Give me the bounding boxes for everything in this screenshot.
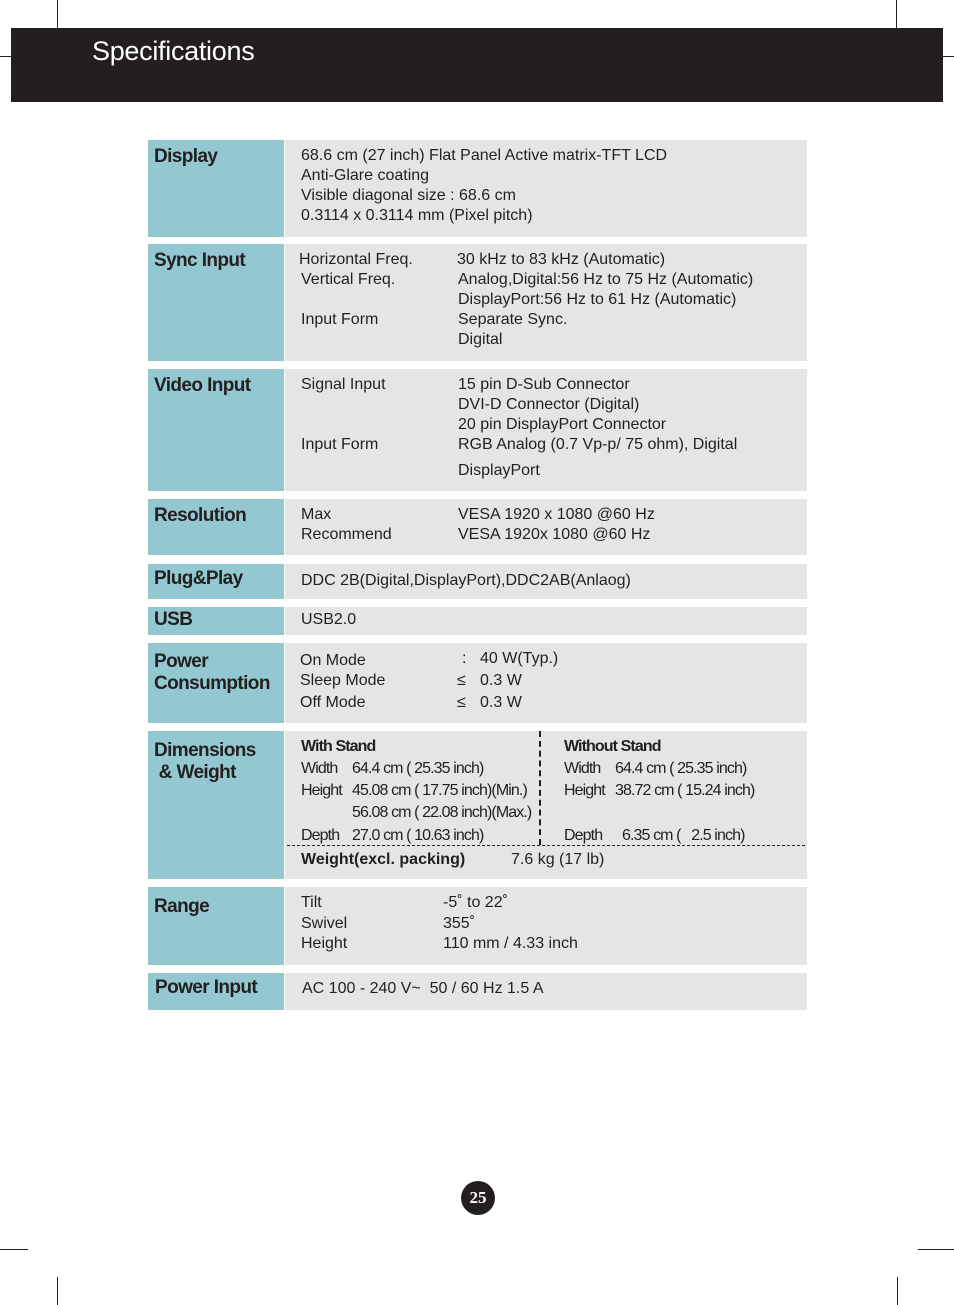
spec-label-line: & Weight bbox=[154, 762, 236, 783]
spec-key: Height bbox=[301, 782, 342, 799]
column-divider bbox=[539, 731, 541, 845]
spec-row-video-input bbox=[148, 369, 807, 491]
spec-key: Horizontal Freq. bbox=[299, 251, 413, 268]
spec-key: Width bbox=[301, 760, 338, 777]
spec-value-cell bbox=[285, 643, 807, 723]
spec-value: 40 W(Typ.) bbox=[480, 650, 559, 667]
spec-label-cell bbox=[148, 499, 284, 555]
spec-value: 45.08 cm ( 17.75 inch)(Min.) bbox=[352, 782, 527, 799]
spec-value-cell bbox=[285, 499, 807, 555]
spec-label-cell bbox=[148, 140, 284, 237]
spec-label: Video Input bbox=[154, 375, 251, 396]
spec-value: DDC 2B(Digital,DisplayPort),DDC2AB(Anlaog) bbox=[301, 572, 631, 589]
display-line: 68.6 cm (27 inch) Flat Panel Active matrix-TFT LCD bbox=[301, 147, 668, 164]
spec-label: Range bbox=[154, 896, 210, 917]
display-line: Anti-Glare coating bbox=[301, 167, 430, 184]
spec-value-cell bbox=[285, 887, 807, 965]
spec-label: Sync Input bbox=[154, 250, 246, 271]
spec-label-line: Consumption bbox=[154, 673, 270, 694]
spec-label-cell bbox=[148, 643, 284, 723]
spec-value-cell bbox=[285, 369, 807, 491]
spec-label: USB bbox=[154, 609, 193, 630]
crop-mark bbox=[943, 56, 954, 57]
spec-value: 56.08 cm ( 22.08 inch)(Max.) bbox=[352, 804, 532, 821]
spec-value: DisplayPort:56 Hz to 61 Hz (Automatic) bbox=[458, 291, 737, 308]
power-symbol: : bbox=[462, 650, 467, 667]
spec-row-plug-and-play bbox=[148, 564, 807, 599]
display-line: Visible diagonal size : 68.6 cm bbox=[301, 187, 516, 204]
crop-mark bbox=[896, 0, 897, 28]
spec-value: 64.4 cm ( 25.35 inch) bbox=[352, 760, 484, 777]
spec-value: RGB Analog (0.7 Vp-p/ 75 ohm), Digital bbox=[458, 436, 738, 453]
spec-label bbox=[154, 651, 270, 695]
without-stand-title: Without Stand bbox=[564, 738, 661, 755]
spec-key: Max bbox=[301, 506, 332, 523]
weight-key: Weight(excl. packing) bbox=[301, 851, 466, 868]
spec-key: Swivel bbox=[301, 915, 348, 932]
spec-label-line: Dimensions bbox=[154, 740, 256, 761]
spec-row-range bbox=[148, 887, 807, 965]
spec-value: AC 100 - 240 V~ 50 / 60 Hz 1.5 A bbox=[302, 980, 544, 997]
with-stand-title: With Stand bbox=[301, 738, 376, 755]
crop-mark bbox=[0, 56, 11, 57]
spec-key: Width bbox=[564, 760, 601, 777]
spec-key: Sleep Mode bbox=[300, 672, 386, 689]
spec-row-power-consumption bbox=[148, 643, 807, 723]
spec-key: Input Form bbox=[301, 436, 379, 453]
spec-label: Resolution bbox=[154, 505, 247, 526]
spec-label-cell bbox=[148, 887, 284, 965]
power-symbol: ≤ bbox=[457, 672, 466, 689]
spec-key: Depth bbox=[301, 827, 340, 844]
spec-value: Digital bbox=[458, 331, 503, 348]
spec-value: 6.35 cm ( 2.5 inch) bbox=[622, 827, 745, 844]
spec-value: 355˚ bbox=[443, 915, 476, 932]
spec-value: 27.0 cm ( 10.63 inch) bbox=[352, 827, 484, 844]
spec-value: Separate Sync. bbox=[458, 311, 568, 328]
spec-value: 0.3 W bbox=[480, 672, 522, 689]
page-number: 25 bbox=[461, 1181, 495, 1215]
spec-value-cell bbox=[285, 607, 807, 635]
spec-value-cell bbox=[285, 973, 807, 1010]
spec-key: Tilt bbox=[301, 894, 322, 911]
weight-value: 7.6 kg (17 lb) bbox=[511, 851, 605, 868]
spec-value: VESA 1920 x 1080 @60 Hz bbox=[458, 506, 655, 523]
spec-value: 110 mm / 4.33 inch bbox=[443, 935, 578, 952]
spec-value: 15 pin D-Sub Connector bbox=[458, 376, 630, 393]
spec-value: 64.4 cm ( 25.35 inch) bbox=[615, 760, 747, 777]
spec-value: VESA 1920x 1080 @60 Hz bbox=[458, 526, 651, 543]
spec-row-usb bbox=[148, 607, 807, 635]
spec-label-cell bbox=[148, 369, 284, 491]
spec-label-cell bbox=[148, 731, 284, 879]
spec-label: Display bbox=[154, 146, 218, 167]
spec-label-cell bbox=[148, 564, 284, 599]
spec-value-cell bbox=[285, 731, 807, 879]
crop-mark bbox=[57, 1277, 58, 1305]
spec-label bbox=[154, 740, 256, 784]
spec-value: 20 pin DisplayPort Connector bbox=[458, 416, 667, 433]
power-symbol: ≤ bbox=[457, 694, 466, 711]
spec-value-cell bbox=[285, 564, 807, 599]
spec-value: -5˚ to 22˚ bbox=[443, 894, 508, 911]
weight-divider bbox=[287, 845, 805, 846]
spec-value-cell bbox=[285, 140, 807, 237]
spec-label-cell bbox=[148, 244, 284, 361]
spec-label-line: Power bbox=[154, 651, 209, 672]
spec-value: USB2.0 bbox=[301, 611, 357, 628]
crop-mark bbox=[57, 0, 58, 28]
spec-value: 30 kHz to 83 kHz (Automatic) bbox=[457, 251, 666, 268]
spec-label-cell bbox=[148, 973, 284, 1010]
spec-key: Input Form bbox=[301, 311, 379, 328]
spec-row-resolution bbox=[148, 499, 807, 555]
spec-key: On Mode bbox=[300, 652, 366, 669]
spec-value-cell bbox=[285, 244, 807, 361]
spec-value: 38.72 cm ( 15.24 inch) bbox=[615, 782, 755, 799]
display-line: 0.3114 x 0.3114 mm (Pixel pitch) bbox=[301, 207, 533, 224]
spec-key: Signal Input bbox=[301, 376, 386, 393]
spec-row-display bbox=[148, 140, 807, 237]
spec-key: Recommend bbox=[301, 526, 392, 543]
spec-label: Plug&Play bbox=[154, 568, 243, 589]
spec-value: DVI-D Connector (Digital) bbox=[458, 396, 640, 413]
spec-value: Analog,Digital:56 Hz to 75 Hz (Automatic) bbox=[458, 271, 754, 288]
spec-value: DisplayPort bbox=[458, 462, 540, 479]
spec-key: Depth bbox=[564, 827, 603, 844]
spec-key: Height bbox=[301, 935, 348, 952]
spec-label-cell bbox=[148, 607, 284, 635]
spec-row-sync-input bbox=[148, 244, 807, 361]
spec-row-power-input bbox=[148, 973, 807, 1010]
spec-value: 0.3 W bbox=[480, 694, 522, 711]
crop-mark bbox=[0, 1249, 28, 1250]
crop-mark bbox=[897, 1277, 898, 1305]
spec-key: Vertical Freq. bbox=[301, 271, 396, 288]
spec-label: Power Input bbox=[155, 977, 258, 998]
spec-key: Height bbox=[564, 782, 605, 799]
spec-row-dimensions-weight bbox=[148, 731, 807, 879]
crop-mark bbox=[918, 1249, 954, 1250]
spec-key: Off Mode bbox=[300, 694, 366, 711]
page-title: Specifications bbox=[92, 36, 255, 66]
